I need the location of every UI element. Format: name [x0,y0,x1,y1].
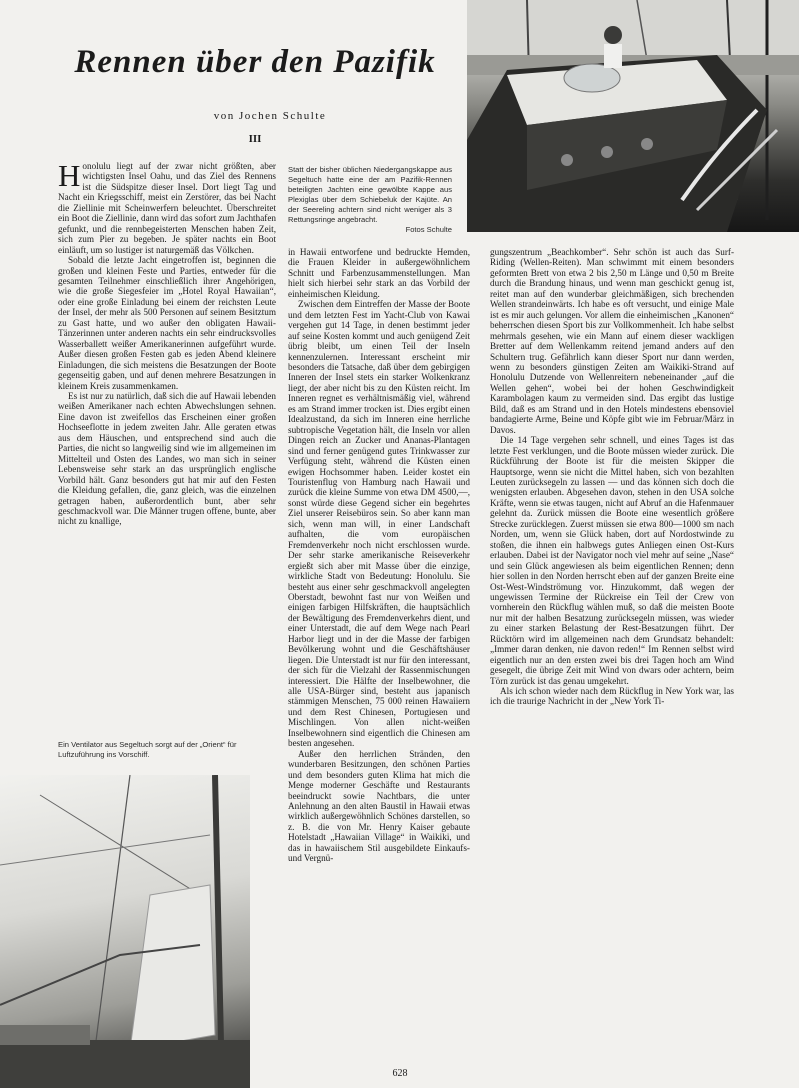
paragraph: in Hawaii entworfene und bedruckte Hemden, die Frauen Kleider in außergewöhnlichem Schnitt und Farbenzusammenstellungen. Man hielt sich hierbei sehr stark an das Vorbild der einheimischen Kleidung. [288,247,470,299]
sail-ventilator-photo [0,775,250,1088]
article-column-3 [490,247,734,707]
article-part-number: III [248,133,262,145]
article-author: von Jochen Schulte [213,110,327,122]
article-column-1 [58,158,276,527]
sail-ventilator-illustration [0,775,250,1088]
photo-credit: Fotos Schulte [405,225,452,234]
paragraph: Sobald die letzte Jacht eingetroffen ist, beginnen die großen und kleinen Feste und Parties, entweder für die gesamten Teilnehmer einschließlich ihrer Angehörigen, wie die große Siegesfeier im „Hotel Royal Hawaiian“, oder eine große Einladung bei einem der reichsten Leute der Insel, der mehr als 500 Personen auf seinem Besitztum zu Gast hatte, und wo außer den obligaten Hawaii-Tänzerinnen unter anderen nachts ein sehr eindrucksvolles Wasserballett weißer Amerikanerinnen aufgeführt wurde. Außer diesen großen Festen gab es jeden Abend kleinere Einladungen, die sich meistens die Besatzungen der Boote gegenseitig gaben, und auf denen mehrere Besatzungen in kleinem Kreis zusammenkamen. [58,255,276,391]
photo-caption-top-text: Statt der bisher üblichen Niedergangskappe aus Segeltuch hatte eine der am Pazifik-Rennen beteiligten Jachten eine gewölbte Kappe aus Plexiglas über dem Schiebeluk der Kajüte. An der Seereling achtern sind nicht weniger als 3 Rettungsringe angebracht. [288,165,452,224]
paragraph: Es ist nur zu natürlich, daß sich die auf Hawaii lebenden weißen Amerikaner nach echten Abwechslungen sehnen. Eine davon ist zweifellos das Erscheinen einer großen Hochseeflotte in jedem zweiten Jahr. Alle geraten etwas aus dem Häuschen, und entsprechend sind auch die Parties, die nicht so langweilig sind wie im allgemeinen im Mittelteil und Osten des Landes, wo man sich in seiner Lebensweise sehr stark an das ursprünglich englische Vorbild hält. Ganz besonders gut hat mir auf den Festen die Kleidung gefallen, die, ganz gleich, was die einzelnen getragen haben, außerordentlich bunt, aber sehr geschmackvoll war. Die Männer trugen offene, bunte, aber nicht zu knallige, [58,390,276,527]
paragraph-text: onolulu liegt auf der zwar nicht größten, aber wichtigsten Insel Oahu, und das Ziel des Rennens ist die Südspitze dieser Insel. Dort liegt Tag und Nacht ein Kriegsschiff, meist ein Zerstörer, das bei Nacht die Ziellinie mit Scheinwerfern beleuchtet. Überschreitet ein Boot die Ziellinie, dann wird das sofort zum Jachthafen gefunkt, und die rennbegeisterten Menschen haben Zeit, sich zum Pier zu begeben. Je später nachts ein Boot einläuft, um so lustiger ist naturgemäß das Völkchen. [58,161,276,255]
yacht-deck-photo [467,0,799,232]
page-number: 628 [392,1068,408,1079]
article-column-2 [288,247,470,864]
photo-caption-bottom: Ein Ventilator aus Segeltuch sorgt auf der „Orient“ für Luftzuführung ins Vorschiff. [58,740,237,759]
paragraph [58,158,276,255]
photo-caption-top [288,165,452,235]
yacht-deck-illustration [467,0,799,232]
paragraph: Als ich schon wieder nach dem Rückflug in New York war, las ich die traurige Nachricht in der „New York Ti- [490,686,734,707]
paragraph: Zwischen dem Eintreffen der Masse der Boote und dem letzten Fest im Yacht-Club von Kawai vergehen gut 14 Tage, in denen bestimmt jeder auf seine Kosten kommt und auch genügend Zeit übrig bleibt, um einen Teil der Inseln kennenzulernen. Interessant erscheint mir besonders die Tatsache, daß über dem gebirgigen Inneren der Insel stets ein starker Wolkenkranz liegt, der aber nicht bis zu den Küsten reicht. Im Inneren regnet es verhältnismäßig viel, während es am Strand immer trocken ist. Dies ergibt einen Idealzustand, da sich im Inneren eine herrliche subtropische Vegetation hält, die Inseln vor allen Dingen reich an Zucker und Ananas-Plantagen sind und ferner genügend gutes Trinkwasser zur Verfügung steht, während die Küsten einen ewigen Hochsommer haben. Leider kostet ein Touristenflug von Hamburg nach Hawaii und zurück die kleine Summe von etwa DM 4500,—, sonst würde diese Gegend sicher ein begehrtes Ziel unserer Reisebüros sein. So aber kann man sich, wenn man will, in einer Landschaft aufhalten, die vom europäischen Fremdenverkehr noch nicht erschlossen wurde. Der sehr starke amerikanische Reiseverkehr ergießt sich aber mit Masse über die einzige, wirkliche Stadt von Bedeutung: Honolulu. Sie besteht aus einer sehr geschmackvoll angelegten Oberstadt, bewohnt fast nur von Weißen und einigen farbigen Hilfskräften, die hauptsächlich der Bewältigung des Fremdenverkehrs dient, und einer Unterstadt, die auf dem Wege nach Pearl Harbor liegt und in der die Masse der farbigen Bevölkerung wohnt und die Geschäftshäuser liegen. Die Unterstadt ist nur für den interessant, der sich für die Vielzahl der Rassenmischungen interessiert. Die Hälfte der Inselbewohner, die alle USA-Bürger sind, besteht aus japanisch stämmigen Menschen, 75 000 reinen Hawaiiern und dem Rest Chinesen, Portugiesen und Mischlingen. Von allen nicht-weißen Inselbewohnern sind eigentlich die Chinesen am besten angesehen. [288,299,470,749]
paragraph: Die 14 Tage vergehen sehr schnell, und eines Tages ist das letzte Fest verklungen, und die Boote müssen wieder zurück. Die Rückführung der Boote ist für die meisten Skipper die Hauptsorge, wenn sie nicht die Mittel haben, sich von bezahlten Leuten zurücksegeln zu lassen — und das können sich doch die wenigsten erlauben. Abgesehen davon, stehen in den USA solche Kräfte, wenn sie etwas taugen, nicht auf Abruf an die Hafenmauer gelehnt da. Zurück müssen die Boote eine wesentlich größere Strecke zurücklegen. Zuerst müssen sie etwa 800—1000 sm nach Norden, um, wenn sie Glück haben, dort auf Nordostwinde zu stoßen, die ihnen ein halbwegs gutes Anliegen einen Ost-Kurs erlauben. Dabei ist der Navigator noch viel mehr auf seine „Nase“ und sein Glück angewiesen als beim eigentlichen Rennen; denn hier sollen in den Norden herrscht eben auf der ganzen Breite eine Ost-West-Windströmung vor. Hinzukommt, daß wegen der ungewissen Termine der Rückreise ein Teil der Crew von vornherein den Rückflug wählen muß, so daß die meisten Boote nur mit der halben Besatzung zurücksegeln müssen, was wieder zu einer starken Belastung der Rest-Besatzungen führt. Der Rücktörn wird im allgemeinen nach dem Grundsatz behandelt: „Immer daran denken, nie davon reden!“ Im Rennen selbst wird eigentlich nur an den ersten zwei bis drei Tagen hoch am Wind gesegelt, die übrige Zeit mit Wind von dwars oder achtern, beim Törn zurück ist das genau umgekehrt. [490,435,734,686]
paragraph: gungszentrum „Beachkomber“. Sehr schön ist auch das Surf-Riding (Wellen-Reiten). Man schwimmt mit einem besonders geformten Brett von etwa 2 bis 2,50 m Länge und 0,50 m Breite durch die Brandung hinaus, und wenn man geschickt genug ist, reitet man auf den wunderbar gleichmäßigen, sich brechenden Wellen strandeinwärts. Ich habe es oft versucht, und einige Male ist es mir auch gelungen. Vor allem die einheimischen „Kanonen“ beherrschen diesen Sport bis zur Vollkommenheit. Ich habe selbst mehrmals gesehen, wie ein Mann auf einem dieser wackligen Bretter auf dem Wellenkamm reitend jemand anders auf den Schultern trug. Gefährlich kann dieser Sport nur dann werden, wenn zu besonders günstigen Zeiten am Waikiki-Strand auf Honolulu Dutzende von Wellenreitern nebeneinander „auf die Wellen gehen“, wobei bei der hohen Geschwindigkeit Karambolagen kaum zu vermeiden sind. Das ergibt das lustige Bild, daß es am Strand und in den Hotels mindestens ebensoviel bandagierte Arme, Beine und Köpfe gibt wie im Februar/März in Davos. [490,247,734,435]
paragraph: Außer den herrlichen Stränden, den wunderbaren Besitzungen, den schönen Parties und dem besonders guten Klima hat mich die Menge moderner Geschäfte und Restaurants beeindruckt sowie Nachtbars, die unter Anlehnung an den alten Baustil in Hawaii etwas wirklich außergewöhnlich Schönes darstellen, so z. B. die von Mr. Henry Kaiser gebaute Hotelstadt „Hawaiian Village“ in Waikiki, und das in hawaiischem Stil ausgebildete Einkaufs- und Vergnü- [288,748,470,864]
drop-cap: H [58,158,81,193]
article-title: Rennen über den Pazifik [74,44,436,80]
